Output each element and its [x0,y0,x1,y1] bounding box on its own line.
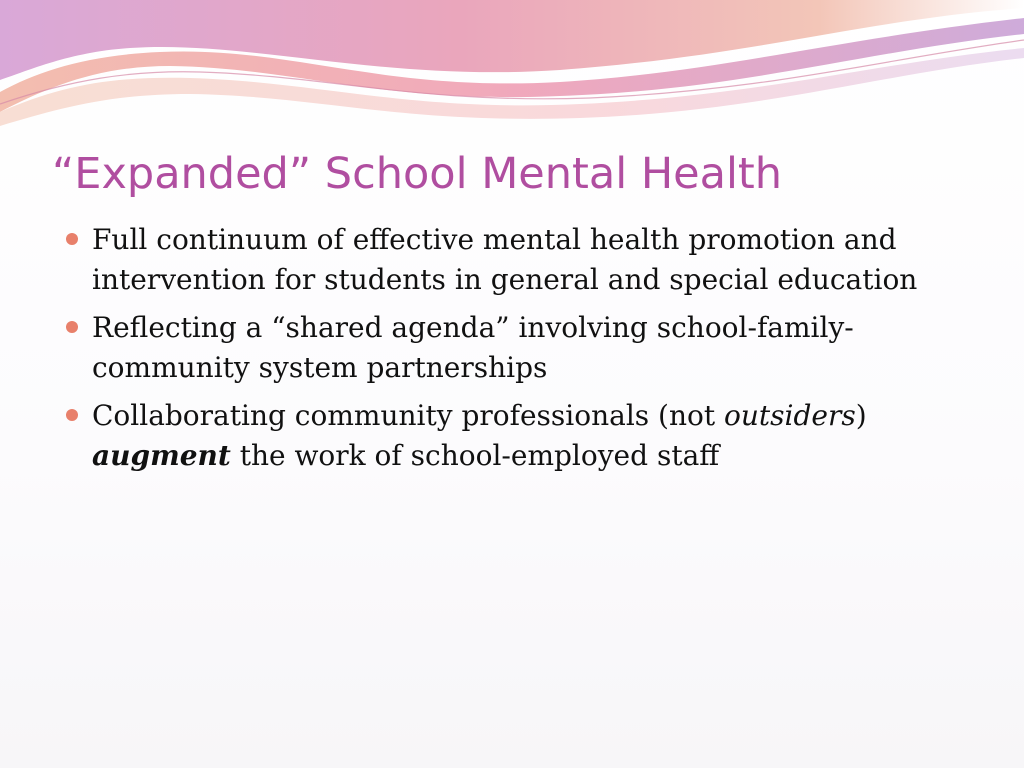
emphasis-bold-italic: augment [92,439,231,472]
bullet-text: Full continuum of effective mental health promotion and intervention for students in general and special education [92,223,918,296]
bullet-item [66,308,986,388]
slide-title: “Expanded” School Mental Health [52,149,783,199]
bullet-dot-icon [66,321,78,333]
bullet-list [66,220,986,484]
header-wave-decoration [0,0,1024,130]
bullet-text-segment: Collaborating community professionals (not [92,399,725,432]
bullet-text: Reflecting a “shared agenda” involving school-family-community system partnerships [92,311,854,384]
bullet-item [66,396,986,476]
emphasis-italic: outsiders [724,399,856,432]
bullet-text-segment: the work of school-employed staff [230,439,720,472]
bullet-dot-icon [66,409,78,421]
bullet-dot-icon [66,233,78,245]
bullet-text-segment: ) [855,399,867,432]
bullet-item [66,220,986,300]
